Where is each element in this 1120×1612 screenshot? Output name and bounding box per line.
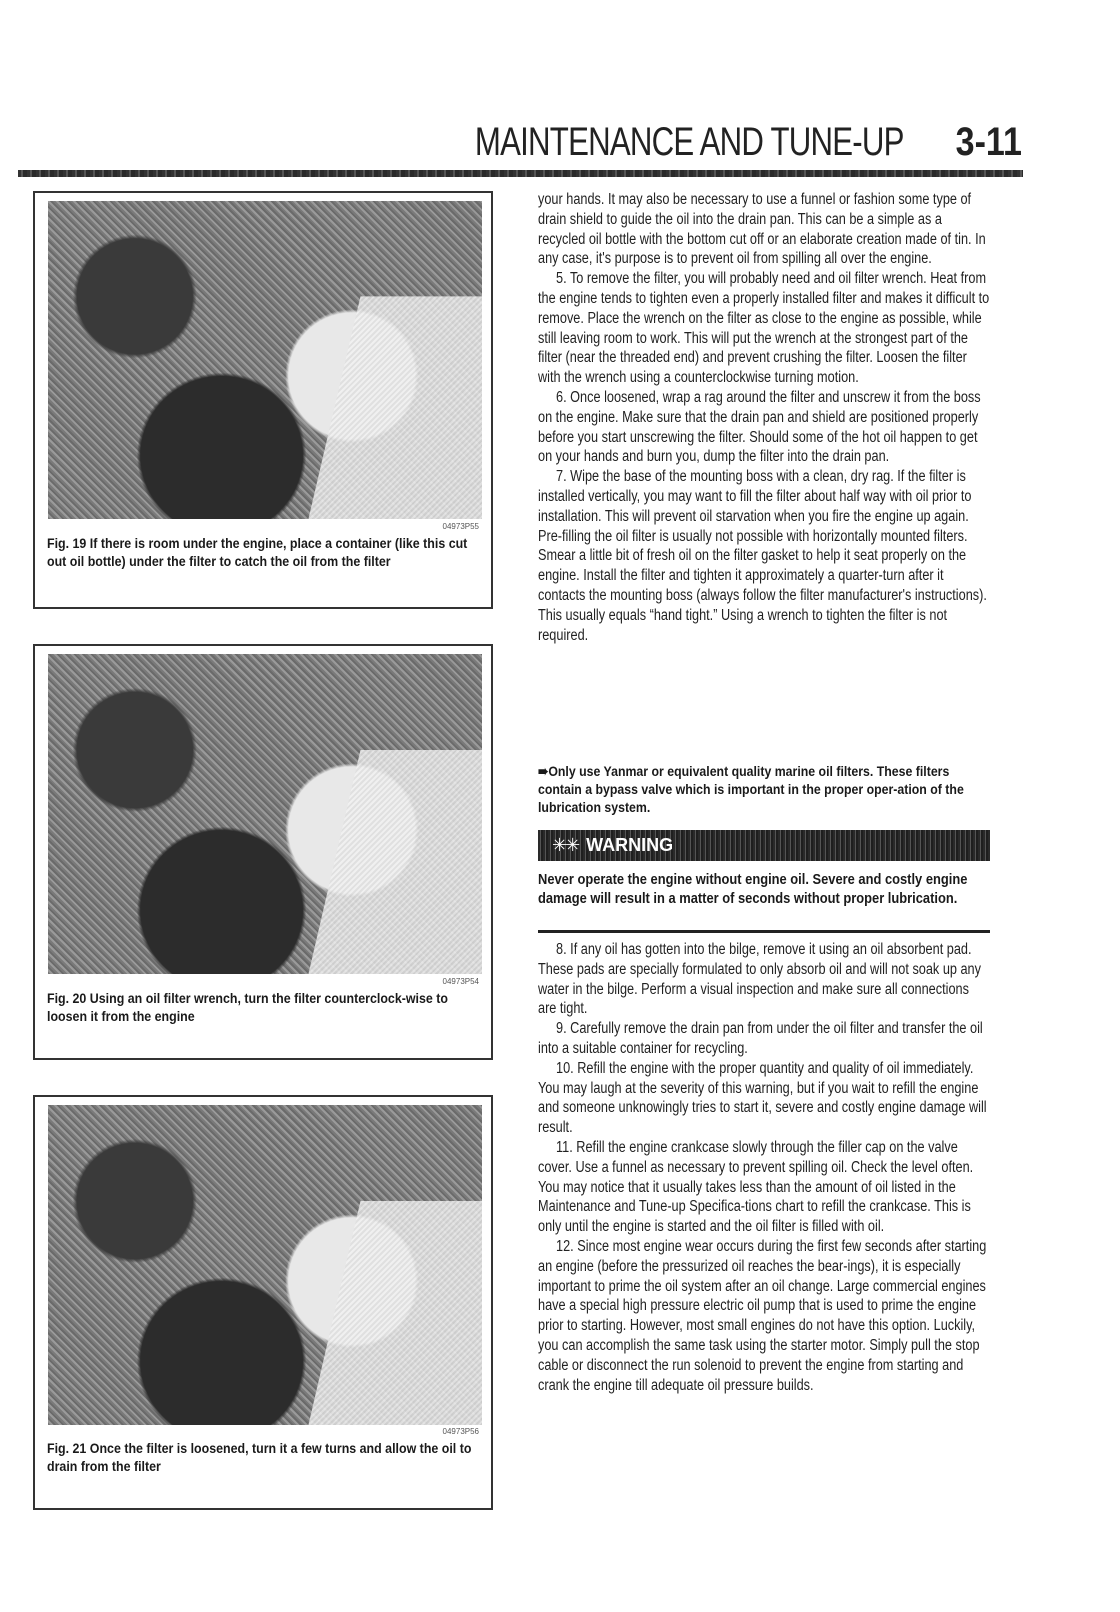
note-block: [538, 762, 990, 816]
note-text: Only use Yanmar or equivalent quality marine oil filters. These filters contain a bypass valve which is important in the proper oper-ation of the lubrication system.: [538, 763, 964, 815]
figure-19-photo: [48, 201, 482, 519]
paragraph-step-8: 8. If any oil has gotten into the bilge, remove it using an oil absorbent pad. These pads are specially formulated to only absorb oil and will not soak up any water in the bilge. Perform a visual inspection and make sure all connections are tight.: [538, 941, 981, 1018]
figure-20-photo: [48, 654, 482, 974]
photo-code: 04973P55: [442, 522, 479, 531]
figure-label: Fig. 20: [47, 991, 87, 1006]
paragraph-step-5: 5. To remove the filter, you will probably need and oil filter wrench. Heat from the engine tends to tighten even a properly installed filter and makes it difficult to remove. Place the wrench on the filter as close to the engine as possible, while still leaving room to work. This will put the wrench at the strongest part of the filter (near the threaded end) and prevent crushing the filter. Loosen the filter with the wrench using a counterclockwise turning motion.: [538, 270, 990, 387]
photo-code: 04973P54: [442, 977, 479, 986]
warning-text: Never operate the engine without engine oil. Severe and costly engine damage will result in a matter of seconds without proper lubrication.: [538, 871, 968, 907]
figure-label: Fig. 19: [47, 536, 87, 551]
figure-19-caption: [47, 535, 479, 571]
paragraph-step-10: 10. Refill the engine with the proper quantity and quality of oil immediately. You may laugh at the severity of this warning, but if you wait to refill the engine and someone unknowingly tries to start it, severe and costly engine damage will result.: [538, 1059, 987, 1137]
paragraph-step-7: 7. Wipe the base of the mounting boss with a clean, dry rag. If the filter is installed vertically, you may want to fill the filter about half way with oil prior to installation. This will prevent oil starvation when you fire the engine up again. Pre-filling the oil filter is usually not possible with horizontally mounted filters. Smear a little bit of fresh oil on the filter gasket to help it seat properly on the engine. Install the filter and tighten it approximately a quarter-turn after it contacts the mounting boss (always follow the filter manufacturer's instructions). This usually equals “hand tight.” Using a wrench to tighten the filter is not required.: [538, 468, 987, 644]
figure-20-caption: [47, 990, 479, 1026]
paragraph-intro: your hands. It may also be necessary to use a funnel or fashion some type of drain shield to guide the oil into the drain pan. This can be a simple as a recycled oil bottle with the bottom cut off or an elaborate creation made of tin. In any case, it's purpose is to prevent oil from spilling all over the engine.: [538, 191, 986, 268]
figure-21-photo: [48, 1105, 482, 1425]
page-header: [0, 118, 1022, 168]
figure-21-caption: [47, 1440, 479, 1476]
photo-code: 04973P56: [442, 1427, 479, 1436]
figure-21: [33, 1095, 493, 1510]
caption-text: Once the filter is loosened, turn it a few turns and allow the oil to drain from the filter: [47, 1441, 472, 1474]
paragraph-step-9: 9. Carefully remove the drain pan from under the oil filter and transfer the oil into a suitable container for recycling.: [538, 1020, 983, 1057]
header-rule: [18, 170, 1023, 177]
figure-20: [33, 644, 493, 1060]
paragraph-step-6: 6. Once loosened, wrap a rag around the filter and unscrew it from the boss on the engine. Make sure that the drain pan and shield are positioned properly before you start unscrewing the filter. Should some of the hot oil happen to get on your hands and burn you, dump the filter into the drain pan.: [538, 388, 981, 466]
figure-label: Fig. 21: [47, 1441, 87, 1456]
body-column-bottom: [538, 940, 990, 1395]
caption-text: Using an oil filter wrench, turn the filter counterclock-wise to loosen it from the engine: [47, 991, 448, 1024]
page-number: 3-11: [955, 120, 1022, 164]
caption-text: If there is room under the engine, place a container (like this cut out oil bottle) under the filter to catch the oil from the filter: [47, 536, 468, 569]
paragraph-step-12: 12. Since most engine wear occurs during the first few seconds after starting an engine (before the pressurized oil reaches the bear-ings), it is especially important to prime the oil system after an oil change. Large commercial engines have a special high pressure electric oil pump that is used to prime the engine prior to starting. However, most small engines do not have this option. Luckily, you can accomplish the same task using the starter motor. Simply pull the stop cable or disconnect the run solenoid to prevent the engine from starting and crank the engine till adequate oil pressure builds.: [538, 1237, 987, 1394]
warning-label: WARNING: [586, 835, 674, 855]
note-arrow-icon: ➠: [538, 763, 549, 779]
paragraph-step-11: 11. Refill the engine crankcase slowly through the filler cap on the valve cover. Use a funnel as necessary to prevent spilling oil. Check the level often. You may notice that it usually takes less than the amount of oil listed in the Maintenance and Tune-up Specifica-tions chart to refill the crankcase. This is only until the engine is started and the oil filter is filled with oil.: [538, 1138, 974, 1236]
body-column-top: [538, 190, 990, 645]
warning-asterisk-icon: ✳✳: [552, 835, 579, 855]
warning-banner: [538, 830, 990, 861]
warning-rule: [538, 930, 990, 933]
chapter-title: MAINTENANCE AND TUNE-UP: [475, 120, 904, 164]
figure-19: [33, 191, 493, 609]
